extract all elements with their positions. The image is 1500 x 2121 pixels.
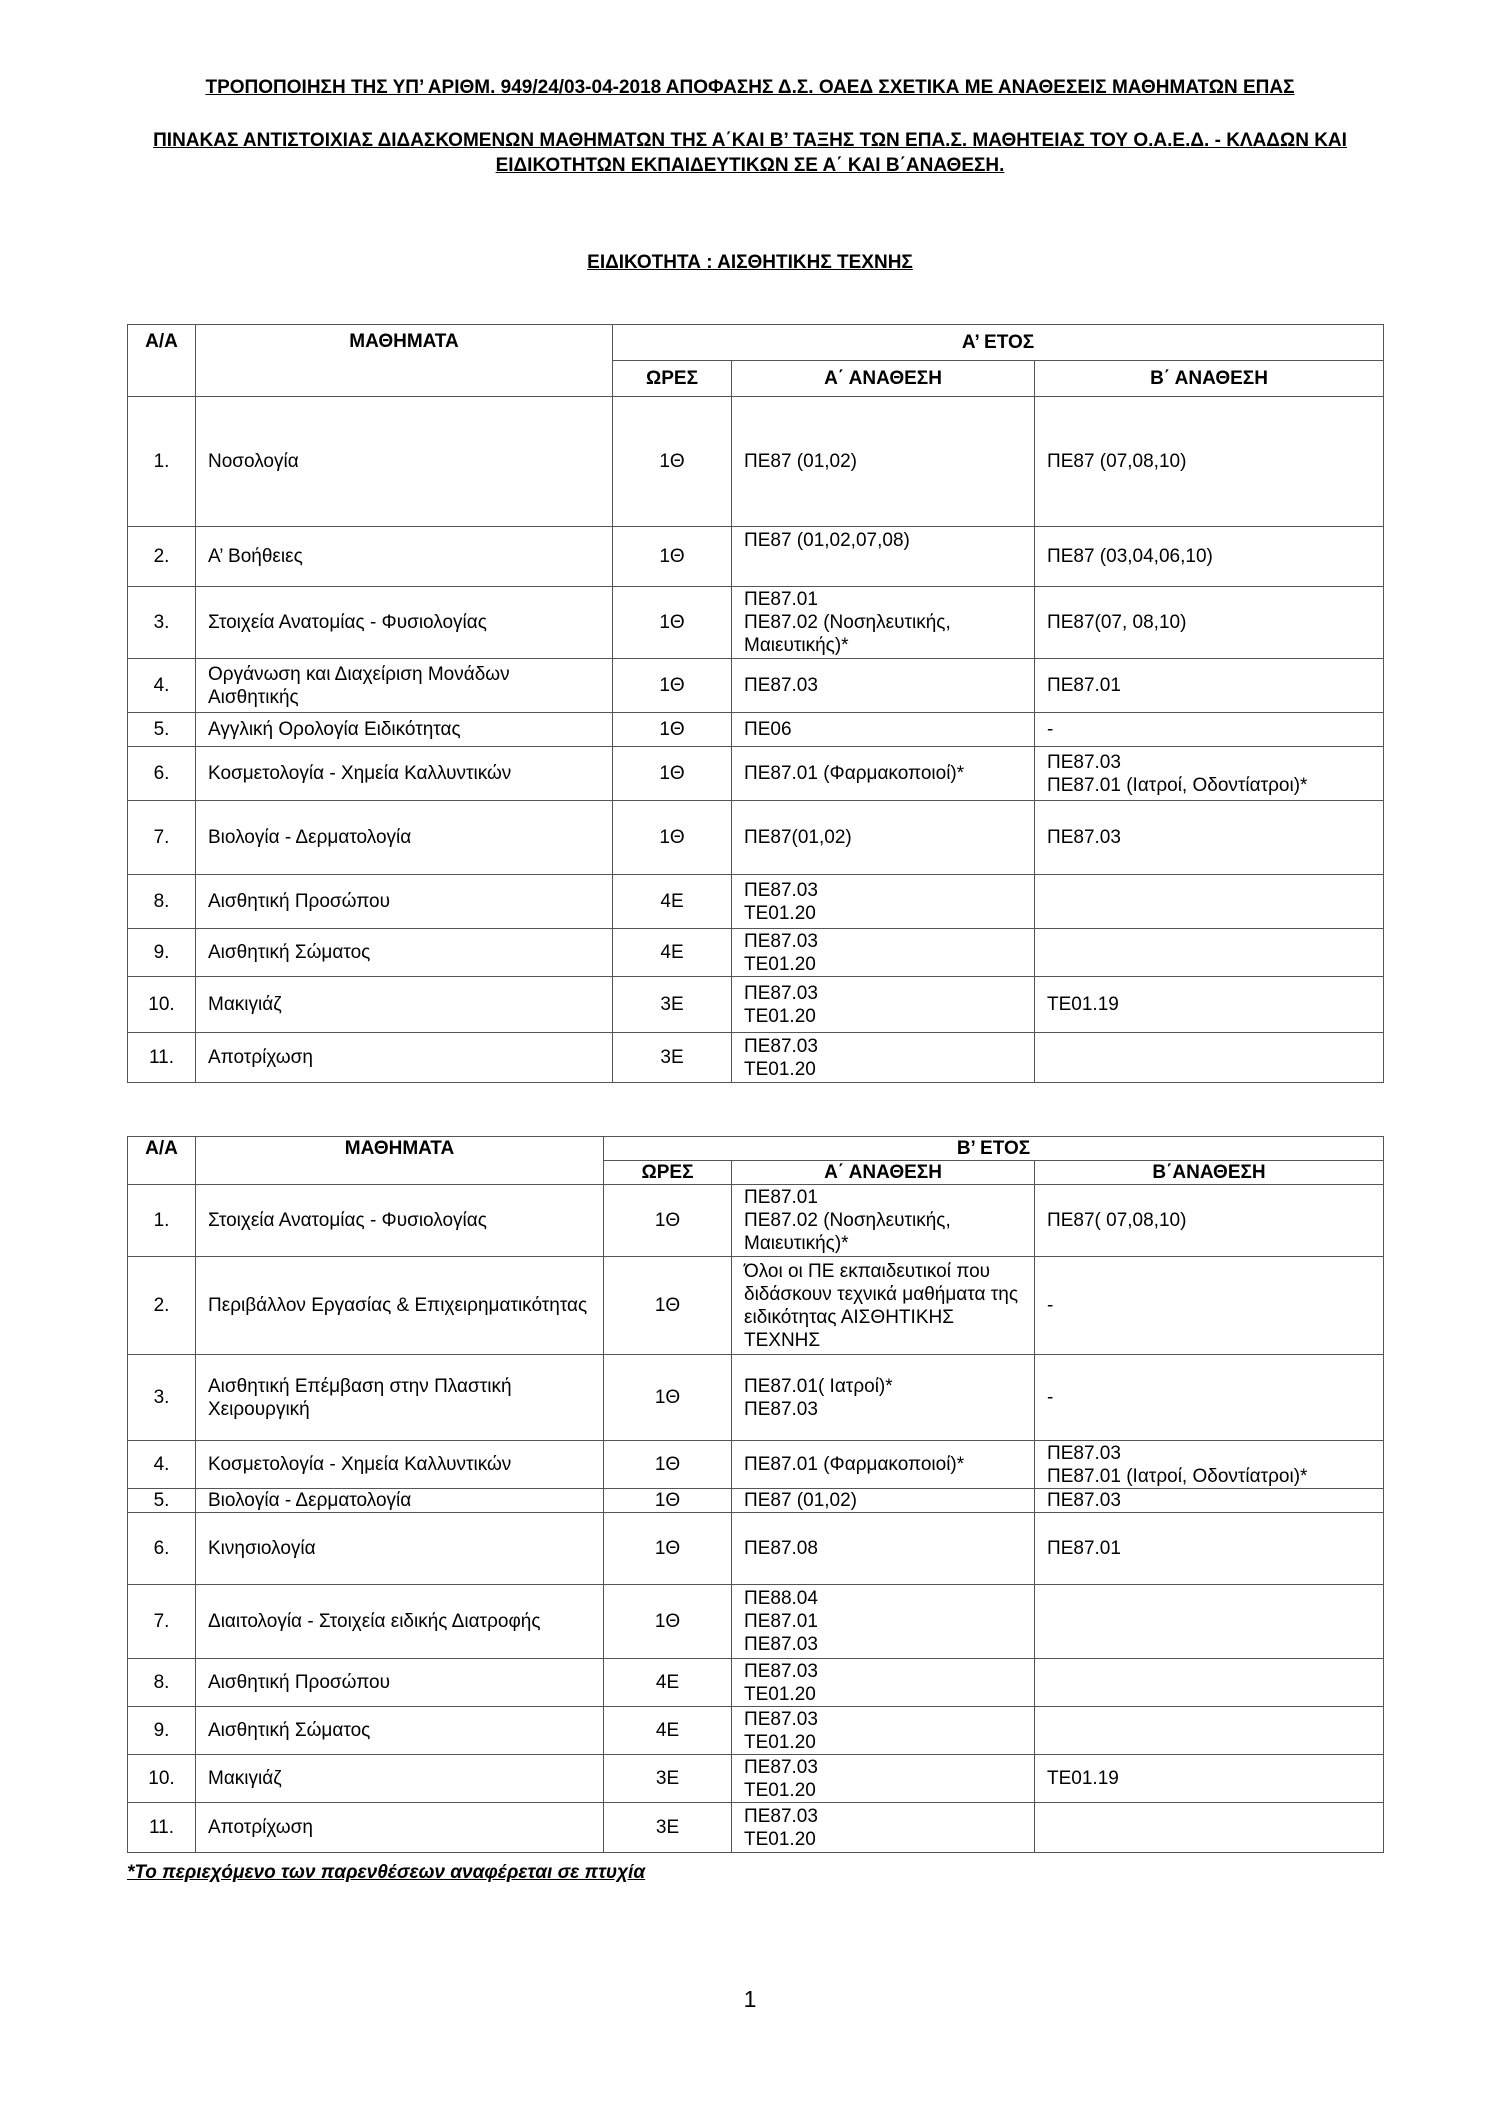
table-row	[128, 1803, 1384, 1853]
first-assignment: Όλοι οι ΠΕ εκπαιδευτικοί που διδάσκουν τεχνικά μαθήματα της ειδικότητας ΑΙΣΘΗΤΙΚΗΣ ΤΕΧΝΗΣ	[732, 1257, 1035, 1355]
course-hours: 1Θ	[604, 1257, 732, 1355]
first-assignment: ΠΕ87.03 ΤΕ01.20	[732, 1707, 1035, 1755]
course-name: Βιολογία - Δερματολογία	[196, 801, 613, 875]
course-hours: 1Θ	[604, 1489, 732, 1513]
first-assignment: ΠΕ06	[732, 713, 1035, 747]
row-number: 7.	[128, 801, 196, 875]
first-assignment: ΠΕ87.03 ΤΕ01.20	[732, 977, 1035, 1033]
course-name: Αποτρίχωση	[196, 1033, 613, 1083]
second-assignment	[1035, 1659, 1384, 1707]
second-assignment: ΠΕ87( 07,08,10)	[1035, 1185, 1384, 1257]
first-assignment: ΠΕ87.01( Ιατροί)* ΠΕ87.03	[732, 1355, 1035, 1441]
course-name: Μακιγιάζ	[196, 1755, 604, 1803]
course-hours: 4Ε	[604, 1659, 732, 1707]
row-number: 5.	[128, 713, 196, 747]
table-row	[128, 1355, 1384, 1441]
second-assignment: ΠΕ87 (03,04,06,10)	[1035, 527, 1384, 587]
row-number: 3.	[128, 587, 196, 659]
table-row	[128, 1185, 1384, 1257]
course-hours: 3Ε	[613, 977, 732, 1033]
row-number: 1.	[128, 397, 196, 527]
first-assignment: ΠΕ87.01 (Φαρμακοποιοί)*	[732, 747, 1035, 801]
course-name: Αισθητική Επέμβαση στην Πλαστική Χειρουργική	[196, 1355, 604, 1441]
second-assignment	[1035, 1707, 1384, 1755]
first-assignment: ΠΕ87.03 ΤΕ01.20	[732, 929, 1035, 977]
column-header-aa: Α/Α	[128, 1137, 196, 1185]
course-name: Αισθητική Σώματος	[196, 929, 613, 977]
course-hours: 1Θ	[613, 747, 732, 801]
year-header: Α’ ΕΤΟΣ	[613, 325, 1384, 361]
first-assignment: ΠΕ87(01,02)	[732, 801, 1035, 875]
second-assignment: -	[1035, 713, 1384, 747]
course-name: Βιολογία - Δερματολογία	[196, 1489, 604, 1513]
first-assignment: ΠΕ87.03	[732, 659, 1035, 713]
table-row	[128, 713, 1384, 747]
table-row	[128, 587, 1384, 659]
course-hours: 1Θ	[613, 587, 732, 659]
footnote: *Το περιεχόμενο των παρενθέσεων αναφέρεται σε πτυχία	[127, 1862, 646, 1883]
row-number: 10.	[128, 977, 196, 1033]
table-row	[128, 1585, 1384, 1659]
second-year-table	[127, 1136, 1384, 1853]
first-assignment: ΠΕ87.01 ΠΕ87.02 (Νοσηλευτικής, Μαιευτικής)*	[732, 587, 1035, 659]
table-row	[128, 1513, 1384, 1585]
row-number: 10.	[128, 1755, 196, 1803]
first-assignment: ΠΕ87.08	[732, 1513, 1035, 1585]
first-assignment: ΠΕ87.03 ΤΕ01.20	[732, 1755, 1035, 1803]
course-hours: 3Ε	[613, 1033, 732, 1083]
course-name: Στοιχεία Ανατομίας - Φυσιολογίας	[196, 587, 613, 659]
row-number: 9.	[128, 1707, 196, 1755]
second-assignment: -	[1035, 1355, 1384, 1441]
table-row	[128, 801, 1384, 875]
row-number: 11.	[128, 1033, 196, 1083]
table-row	[128, 1033, 1384, 1083]
second-assignment: ΠΕ87 (07,08,10)	[1035, 397, 1384, 527]
row-number: 2.	[128, 527, 196, 587]
row-number: 2.	[128, 1257, 196, 1355]
table-row	[128, 397, 1384, 527]
second-assignment: ΠΕ87.01	[1035, 1513, 1384, 1585]
page-number: 1	[743, 1986, 757, 2012]
second-assignment: -	[1035, 1257, 1384, 1355]
second-assignment: ΠΕ87.03 ΠΕ87.01 (Ιατροί, Οδοντίατροι)*	[1035, 747, 1384, 801]
row-number: 4.	[128, 1441, 196, 1489]
row-number: 4.	[128, 659, 196, 713]
course-name: Α’ Βοήθειες	[196, 527, 613, 587]
column-header-first-assignment: Α΄ ΑΝΑΘΕΣΗ	[732, 361, 1035, 397]
table-row	[128, 527, 1384, 587]
first-assignment: ΠΕ87.03 ΤΕ01.20	[732, 1659, 1035, 1707]
first-assignment: ΠΕ87.03 ΤΕ01.20	[732, 1803, 1035, 1853]
course-name: Αισθητική Προσώπου	[196, 875, 613, 929]
second-assignment: ΠΕ87.03	[1035, 801, 1384, 875]
row-number: 6.	[128, 747, 196, 801]
course-name: Νοσολογία	[196, 397, 613, 527]
first-assignment: ΠΕ87.03 ΤΕ01.20	[732, 1033, 1035, 1083]
column-header-courses: ΜΑΘΗΜΑΤΑ	[196, 325, 613, 397]
second-assignment: ΠΕ87.01	[1035, 659, 1384, 713]
course-name: Αισθητική Προσώπου	[196, 1659, 604, 1707]
second-assignment: ΠΕ87(07, 08,10)	[1035, 587, 1384, 659]
course-hours: 3Ε	[604, 1755, 732, 1803]
table-row	[128, 1707, 1384, 1755]
second-assignment: ΠΕ87.03	[1035, 1489, 1384, 1513]
row-number: 6.	[128, 1513, 196, 1585]
course-hours: 1Θ	[604, 1441, 732, 1489]
column-header-hours: ΩΡΕΣ	[604, 1161, 732, 1185]
column-header-aa: Α/Α	[128, 325, 196, 397]
row-number: 9.	[128, 929, 196, 977]
first-assignment: ΠΕ87 (01,02)	[732, 1489, 1035, 1513]
column-header-second-assignment: Β΄ΑΝΑΘΕΣΗ	[1035, 1161, 1384, 1185]
table-header-row	[128, 325, 1384, 361]
course-hours: 1Θ	[613, 659, 732, 713]
first-assignment: ΠΕ87 (01,02)	[732, 397, 1035, 527]
course-hours: 3Ε	[604, 1803, 732, 1853]
row-number: 8.	[128, 1659, 196, 1707]
column-header-first-assignment: Α΄ ΑΝΑΘΕΣΗ	[732, 1161, 1035, 1185]
course-name: Διαιτολογία - Στοιχεία ειδικής Διατροφής	[196, 1585, 604, 1659]
second-assignment	[1035, 929, 1384, 977]
row-number: 1.	[128, 1185, 196, 1257]
document-title: ΤΡΟΠΟΠΟΙΗΣΗ ΤΗΣ ΥΠ’ ΑΡΙΘΜ. 949/24/03-04-2018 ΑΠΟΦΑΣΗΣ Δ.Σ. ΟΑΕΔ ΣΧΕΤΙΚΑ ΜΕ ΑΝΑΘΕΣΕΙΣ ΜΑΘΗΜΑΤΩΝ ΕΠΑΣ	[205, 77, 1295, 98]
first-assignment: ΠΕ87.01 ΠΕ87.02 (Νοσηλευτικής, Μαιευτικής)*	[732, 1185, 1035, 1257]
year-header: Β’ ΕΤΟΣ	[604, 1137, 1384, 1161]
first-assignment: ΠΕ88.04 ΠΕ87.01 ΠΕ87.03	[732, 1585, 1035, 1659]
first-assignment: ΠΕ87 (01,02,07,08)	[732, 527, 1035, 587]
row-number: 11.	[128, 1803, 196, 1853]
row-number: 3.	[128, 1355, 196, 1441]
second-assignment	[1035, 1585, 1384, 1659]
row-number: 7.	[128, 1585, 196, 1659]
column-header-second-assignment: Β΄ ΑΝΑΘΕΣΗ	[1035, 361, 1384, 397]
second-assignment: ΤΕ01.19	[1035, 1755, 1384, 1803]
course-name: Περιβάλλον Εργασίας & Επιχειρηματικότητας	[196, 1257, 604, 1355]
course-name: Αισθητική Σώματος	[196, 1707, 604, 1755]
specialty-heading: ΕΙΔΙΚΟΤΗΤΑ : ΑΙΣΘΗΤΙΚΗΣ ΤΕΧΝΗΣ	[587, 252, 913, 273]
table-row	[128, 929, 1384, 977]
table-row	[128, 1659, 1384, 1707]
course-name: Αποτρίχωση	[196, 1803, 604, 1853]
row-number: 5.	[128, 1489, 196, 1513]
course-hours: 1Θ	[604, 1355, 732, 1441]
course-name: Αγγλική Ορολογία Ειδικότητας	[196, 713, 613, 747]
course-hours: 1Θ	[613, 801, 732, 875]
table-row	[128, 1441, 1384, 1489]
second-assignment	[1035, 1803, 1384, 1853]
table-row	[128, 1755, 1384, 1803]
table-row	[128, 747, 1384, 801]
course-hours: 1Θ	[604, 1585, 732, 1659]
second-assignment: ΠΕ87.03 ΠΕ87.01 (Ιατροί, Οδοντίατροι)*	[1035, 1441, 1384, 1489]
table-row	[128, 1489, 1384, 1513]
table-header-row	[128, 1137, 1384, 1161]
second-assignment	[1035, 875, 1384, 929]
course-hours: 4Ε	[613, 875, 732, 929]
course-name: Κοσμετολογία - Χημεία Καλλυντικών	[196, 747, 613, 801]
course-hours: 1Θ	[604, 1185, 732, 1257]
course-hours: 4Ε	[613, 929, 732, 977]
column-header-hours: ΩΡΕΣ	[613, 361, 732, 397]
course-name: Στοιχεία Ανατομίας - Φυσιολογίας	[196, 1185, 604, 1257]
course-hours: 1Θ	[604, 1513, 732, 1585]
second-assignment: ΤΕ01.19	[1035, 977, 1384, 1033]
course-name: Μακιγιάζ	[196, 977, 613, 1033]
table-row	[128, 659, 1384, 713]
course-name: Οργάνωση και Διαχείριση Μονάδων Αισθητικής	[196, 659, 613, 713]
course-hours: 4Ε	[604, 1707, 732, 1755]
course-hours: 1Θ	[613, 397, 732, 527]
row-number: 8.	[128, 875, 196, 929]
course-name: Κοσμετολογία - Χημεία Καλλυντικών	[196, 1441, 604, 1489]
document-subtitle: ΠΙΝΑΚΑΣ ΑΝΤΙΣΤΟΙΧΙΑΣ ΔΙΔΑΣΚΟΜΕΝΩΝ ΜΑΘΗΜΑΤΩΝ ΤΗΣ Α΄ΚΑΙ Β’ ΤΑΞΗΣ ΤΩΝ ΕΠΑ.Σ. ΜΑΘΗΤΕΙΑΣ ΤΟΥ Ο.Α.Ε.Δ. - ΚΛΑΔΩΝ ΚΑΙ ΕΙΔΙΚΟΤΗΤΩΝ ΕΚΠΑΙΔΕΥΤΙΚΩΝ ΣΕ Α΄ ΚΑΙ Β΄ΑΝΑΘΕΣΗ.	[153, 130, 1347, 176]
course-hours: 1Θ	[613, 713, 732, 747]
table-row	[128, 1257, 1384, 1355]
course-name: Κινησιολογία	[196, 1513, 604, 1585]
course-hours: 1Θ	[613, 527, 732, 587]
column-header-courses: ΜΑΘΗΜΑΤΑ	[196, 1137, 604, 1185]
first-assignment: ΠΕ87.03 ΤΕ01.20	[732, 875, 1035, 929]
table-row	[128, 875, 1384, 929]
table-row	[128, 977, 1384, 1033]
second-assignment	[1035, 1033, 1384, 1083]
first-assignment: ΠΕ87.01 (Φαρμακοποιοί)*	[732, 1441, 1035, 1489]
first-year-table	[127, 324, 1384, 1083]
